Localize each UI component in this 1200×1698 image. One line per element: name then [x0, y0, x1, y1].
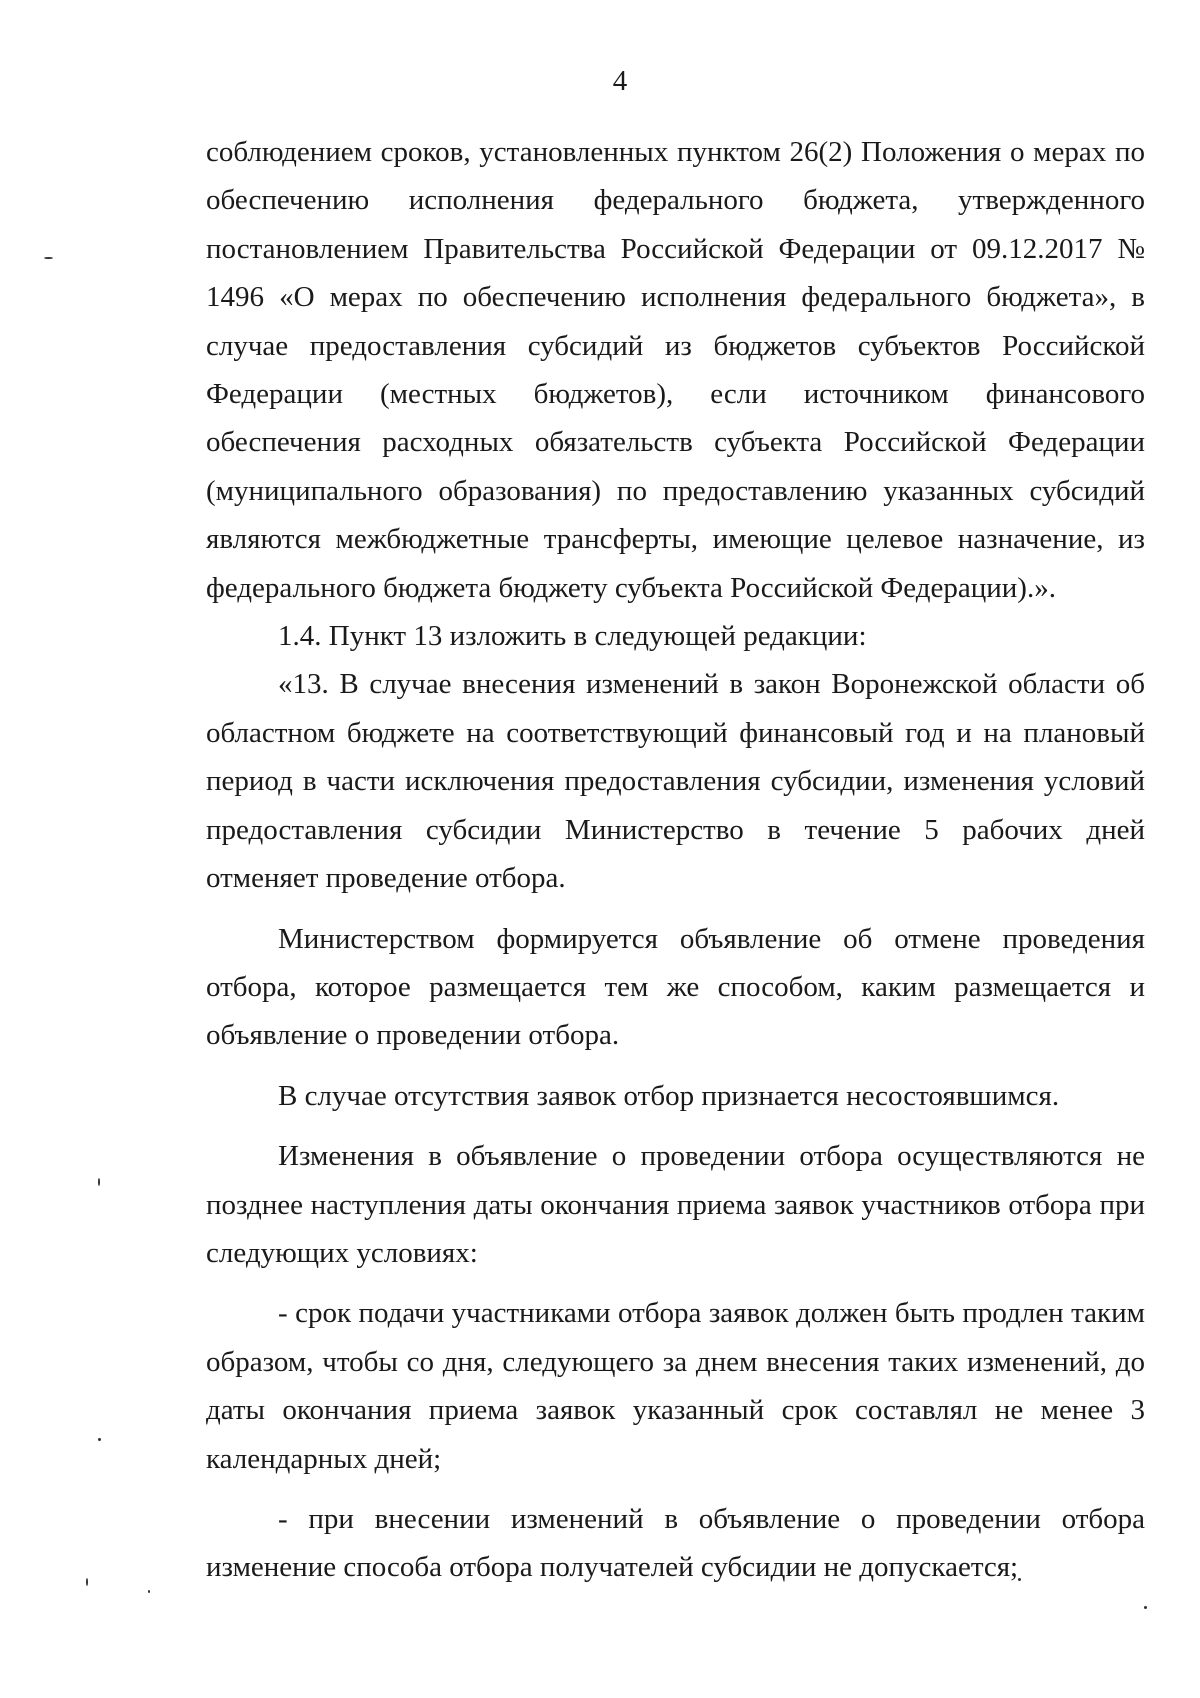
scan-speck — [1144, 1606, 1147, 1609]
scan-speck — [1018, 1578, 1021, 1581]
paragraph-item-1-4: 1.4. Пункт 13 изложить в следующей редакции: — [278, 620, 867, 653]
page-number: 4 — [612, 65, 628, 97]
paragraph-no-applications: В случае отсутствия заявок отбор признается несостоявшимся. — [278, 1079, 1060, 1112]
paragraph-clause-13: «13. В случае внесения изменений в закон Воронежской области об областном бюджете на соответствующий финансовый год и на плановый период в части исключения предоставления субсидии, изменения условий предоставления субсидии Министерство в течение 5 рабочих дней отменяет проведение отбора. — [206, 668, 1145, 895]
paragraph-cancellation-notice: Министерством формируется объявление об отмене проведения отбора, которое размещается тем же способом, каким размещается и объявление о проведении отбора. — [206, 922, 1145, 1052]
scan-speck — [44, 257, 53, 259]
paragraph-deadline-extension: - срок подачи участниками отбора заявок должен быть продлен таким образом, чтобы со дня, следующего за днем внесения таких изменений, до даты окончания приема заявок указанный срок составлял не менее 3 календарных дней; — [206, 1297, 1145, 1475]
document-body — [206, 128, 1145, 1592]
scan-speck — [98, 1178, 100, 1186]
scan-speck — [148, 1590, 150, 1593]
scan-speck — [86, 1578, 88, 1586]
paragraph-continuation: соблюдением сроков, установленных пунктом 26(2) Положения о мерах по обеспечению исполнения федерального бюджета, утвержденного постановлением Правительства Российской Федерации от 09.12.2017 № 1496 «О мерах по обеспечению исполнения федерального бюджета», в случае предоставления субсидий из бюджетов субъектов Российской Федерации (местных бюджетов), если источником финансового обеспечения расходных обязательств субъекта Российской Федерации (муниципального образования) по предоставлению указанных субсидий являются межбюджетные трансферты, имеющие целевое назначение, из федерального бюджета бюджету субъекта Российской Федерации).». — [206, 136, 1145, 604]
paragraph-changes-conditions: Изменения в объявление о проведении отбора осуществляются не позднее наступления даты окончания приема заявок участников отбора при следующих условиях: — [206, 1140, 1145, 1269]
scan-speck — [98, 1438, 101, 1441]
paragraph-method-change: - при внесении изменений в объявление о проведении отбора изменение способа отбора получателей субсидии не допускается; — [206, 1502, 1145, 1584]
